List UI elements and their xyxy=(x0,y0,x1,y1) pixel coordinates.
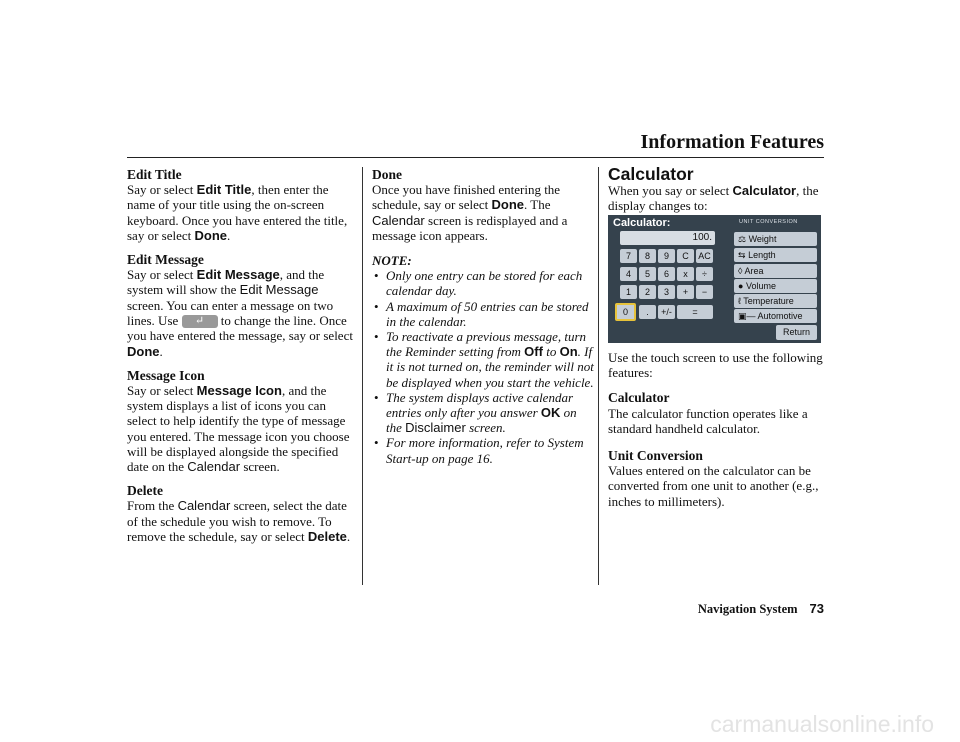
cmd-calculator: Calculator xyxy=(732,183,797,199)
unit-label: Volume xyxy=(745,281,776,291)
key-4[interactable]: 4 xyxy=(620,267,637,281)
key-plus-minus[interactable]: +/- xyxy=(658,305,675,319)
unit-automotive-button[interactable] xyxy=(734,309,817,323)
volume-icon: ● xyxy=(738,281,744,291)
key-0[interactable]: 0 xyxy=(615,303,636,321)
text: screen, select the date of the schedule you wish to remove. To remove the schedule, say or select xyxy=(127,498,347,544)
text: screen. xyxy=(240,458,280,474)
note-item: • A maximum of 50 entries can be stored in the calendar. xyxy=(386,299,594,329)
column-divider-2 xyxy=(598,167,599,585)
text: screen. xyxy=(465,420,506,436)
key-all-clear[interactable]: AC xyxy=(696,249,713,263)
heading-edit-title: Edit Title xyxy=(127,167,182,182)
page-number: 73 xyxy=(809,601,824,616)
column-divider-1 xyxy=(362,167,363,585)
column-2 xyxy=(372,167,594,466)
unit-length-button[interactable] xyxy=(734,248,817,262)
text: Say or select xyxy=(127,182,197,198)
note-title: NOTE: xyxy=(372,253,412,269)
text: . xyxy=(346,528,351,544)
note-item: • Only one entry can be stored for each calendar day. xyxy=(386,268,594,298)
ruler-icon: ⇆ xyxy=(738,250,746,260)
para-calculator xyxy=(608,183,826,213)
area-icon: ◊ xyxy=(738,266,743,276)
return-button[interactable]: Return xyxy=(776,325,817,340)
heading-unit-conversion: Unit Conversion xyxy=(608,448,703,464)
key-3[interactable]: 3 xyxy=(658,285,675,299)
screen-name-disclaimer: Disclaimer xyxy=(405,420,466,436)
heading-edit-message: Edit Message xyxy=(127,252,204,268)
para-unit-conversion: Values entered on the calculator can be converted from one unit to another (e.g., inches to millimeters). xyxy=(608,463,819,509)
text: When you say or select xyxy=(608,183,733,199)
setting-off: Off xyxy=(524,344,543,360)
heading-done: Done xyxy=(372,167,402,182)
screen-name-calendar: Calendar xyxy=(372,212,425,228)
section-message-icon xyxy=(127,368,353,474)
unit-label: Temperature xyxy=(743,296,794,306)
para-delete xyxy=(127,498,353,544)
text: , the display changes to: xyxy=(608,183,819,214)
text: on the xyxy=(386,405,577,436)
text: . If it is not turned on, the reminder will not be displayed when you start the vehicle. xyxy=(386,344,594,390)
watermark: carmanualsonline.info xyxy=(710,711,934,737)
column-3 xyxy=(608,164,826,214)
key-minus[interactable]: − xyxy=(696,285,713,299)
key-9[interactable]: 9 xyxy=(658,249,675,263)
section-done xyxy=(372,167,594,243)
key-plus[interactable]: + xyxy=(677,285,694,299)
column-3-lower xyxy=(608,350,826,509)
screen-name-calendar: Calendar xyxy=(177,498,231,514)
setting-on: On xyxy=(559,344,578,360)
key-7[interactable]: 7 xyxy=(620,249,637,263)
note-item: • For more information, refer to System Start-up on page 16. xyxy=(386,435,594,465)
text: , and the system displays a list of icons you can select to help identify the type of message you entered. The message icon you choose will be displayed alongside the specified date on the xyxy=(127,382,350,474)
key-1[interactable]: 1 xyxy=(620,285,637,299)
page-footer xyxy=(698,601,824,617)
key-2[interactable]: 2 xyxy=(639,285,656,299)
heading-calculator-feature: Calculator xyxy=(608,390,670,406)
key-5[interactable]: 5 xyxy=(639,267,656,281)
weight-icon: ⚖ xyxy=(738,234,747,244)
enter-key-icon: ↵ xyxy=(182,315,218,328)
para-edit-title xyxy=(127,182,353,243)
unit-volume-button[interactable] xyxy=(734,279,817,293)
text: Say or select xyxy=(127,382,197,398)
para-message-icon xyxy=(127,383,353,474)
note-item xyxy=(386,390,594,436)
screen-subtitle: UNIT CONVERSION xyxy=(739,219,798,225)
unit-label: Weight xyxy=(748,234,777,244)
text: Once you have finished entering the schedule, say or select xyxy=(372,182,561,213)
cmd-done: Done xyxy=(127,343,160,359)
section-edit-title xyxy=(127,167,353,243)
text: . The xyxy=(523,197,551,213)
key-multiply[interactable]: x xyxy=(677,267,694,281)
key-clear[interactable]: C xyxy=(677,249,694,263)
unit-weight-button[interactable] xyxy=(734,232,817,246)
text: From the xyxy=(127,498,178,514)
text: To reactivate a previous message, turn the Reminder setting from xyxy=(386,329,587,360)
heading-message-icon: Message Icon xyxy=(127,367,205,383)
text: . xyxy=(159,343,163,359)
note-list xyxy=(372,268,594,466)
text: screen is redisplayed and a message icon appears. xyxy=(372,212,568,243)
text: Say or select xyxy=(127,267,197,283)
header-rule xyxy=(127,157,824,158)
cmd-edit-message: Edit Message xyxy=(196,267,280,283)
thermometer-icon: ℓ xyxy=(738,296,741,306)
footer-label: Navigation System xyxy=(697,602,798,616)
text: to xyxy=(542,344,560,360)
para-done xyxy=(372,182,594,243)
cmd-message-icon: Message Icon xyxy=(196,382,282,398)
screen-name-edit-message: Edit Message xyxy=(239,282,319,298)
heading-delete: Delete xyxy=(127,483,163,499)
key-equals[interactable]: = xyxy=(677,305,713,319)
section-delete xyxy=(127,483,353,544)
text: to change the line. Once you have entered the message, say or select xyxy=(127,312,353,344)
screen-title: Calculator: xyxy=(613,217,671,229)
text: . xyxy=(227,227,231,243)
key-decimal[interactable]: . xyxy=(639,305,656,319)
cmd-done: Done xyxy=(194,227,228,243)
cmd-ok: OK xyxy=(540,405,561,421)
calculator-display: 100. xyxy=(620,231,715,245)
calculator-screen xyxy=(608,215,821,343)
unit-temperature-button[interactable] xyxy=(734,294,817,308)
text: The system displays active calendar entries only after you answer xyxy=(386,389,574,421)
heading-calculator: Calculator xyxy=(608,164,694,184)
para-calculator-feature: The calculator function operates like a standard handheld calculator. xyxy=(608,405,808,436)
note-item xyxy=(386,329,594,390)
unit-area-button[interactable] xyxy=(734,264,817,278)
page-header-title: Information Features xyxy=(640,131,824,153)
cmd-edit-title: Edit Title xyxy=(196,182,252,198)
key-divide[interactable]: ÷ xyxy=(696,267,713,281)
unit-label: Automotive xyxy=(757,311,803,321)
para-touch-screen: Use the touch screen to use the following features: xyxy=(608,350,823,381)
key-6[interactable]: 6 xyxy=(658,267,675,281)
key-8[interactable]: 8 xyxy=(639,249,656,263)
text: , then enter the name of your title using the on-screen keyboard. Once you have entered the title, say or select xyxy=(127,182,348,243)
text: screen. You can enter a message on two lines. Use xyxy=(127,297,334,328)
section-edit-message xyxy=(127,252,353,359)
cmd-done: Done xyxy=(491,197,524,213)
unit-label: Area xyxy=(744,266,764,276)
screen-name-calendar: Calendar xyxy=(187,458,241,474)
fuel-pump-icon: ▣— xyxy=(738,311,756,321)
unit-label: Length xyxy=(748,250,776,260)
para-edit-message xyxy=(127,267,353,359)
text: , and the system will show the xyxy=(127,267,325,298)
cmd-delete: Delete xyxy=(307,528,347,544)
column-1 xyxy=(127,167,353,553)
